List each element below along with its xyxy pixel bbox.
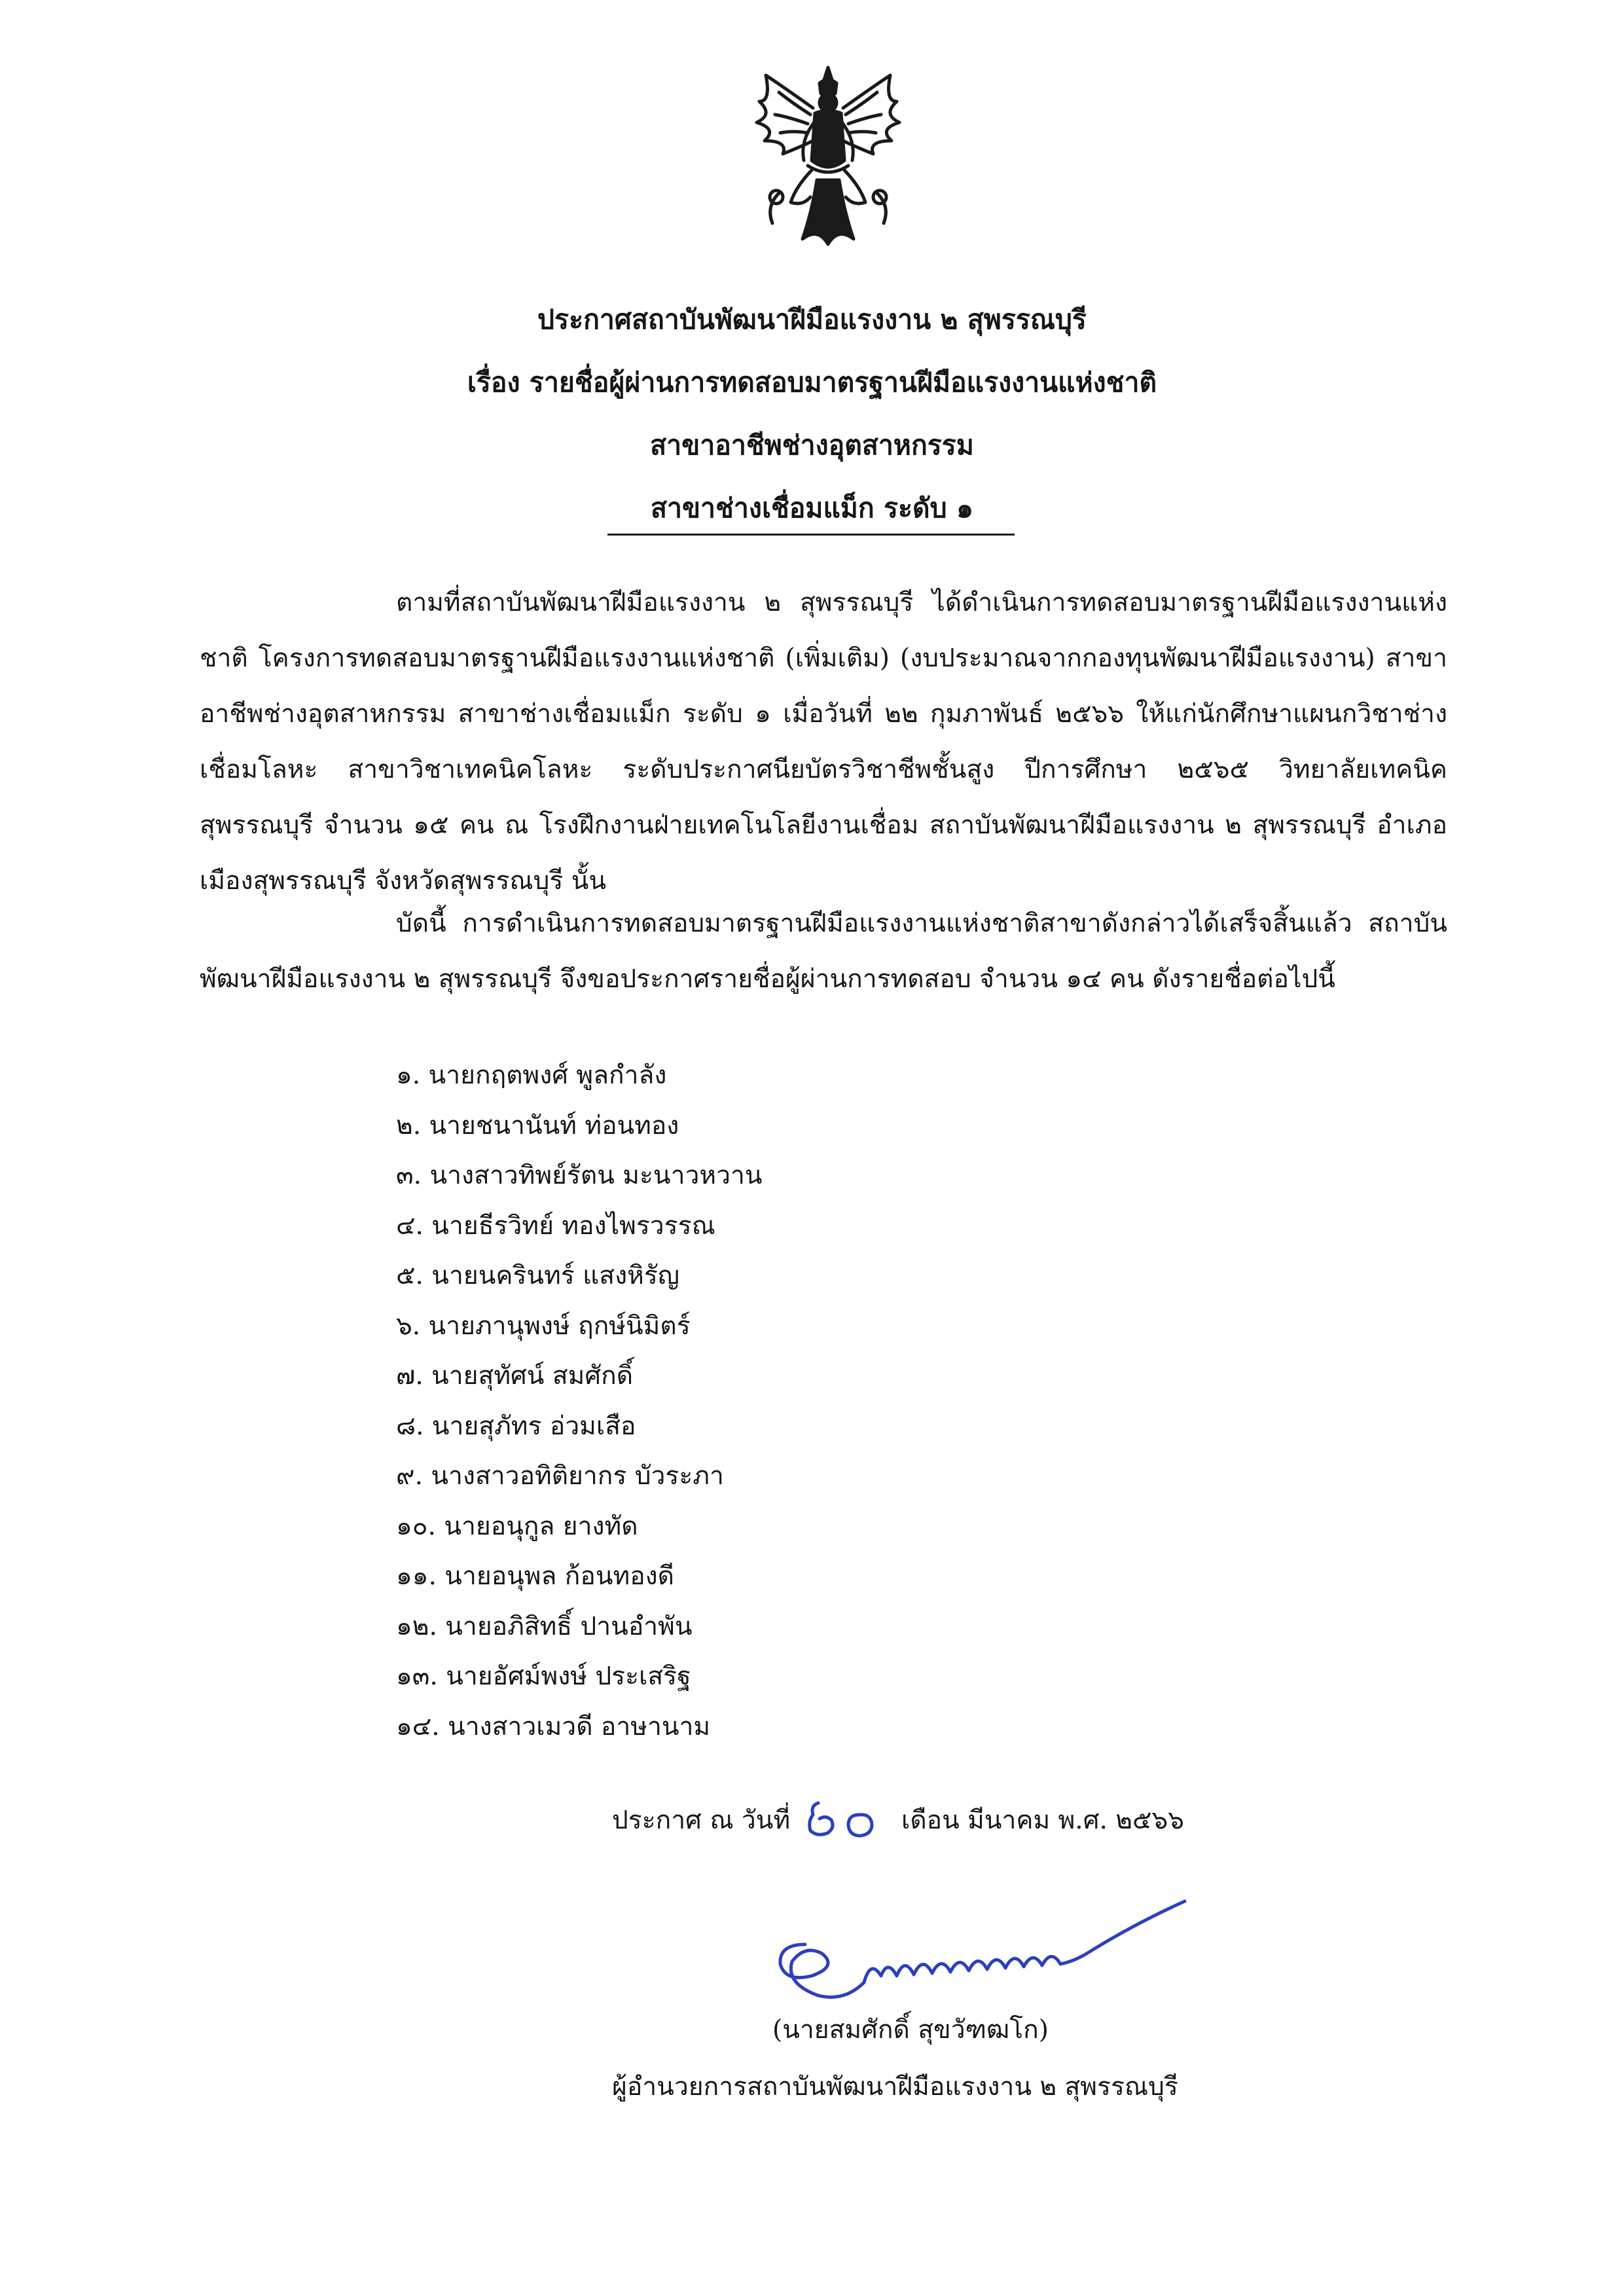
list-item: ๙. นางสาวอทิติยากร บัวระภา (396, 1461, 724, 1491)
list-item: ๔. นายธีรวิทย์ ทองไพรวรรณ (396, 1211, 715, 1241)
list-item: ๗. นายสุทัศน์ สมศักดิ์ (396, 1361, 634, 1391)
body-paragraph-background: ตามที่สถาบันพัฒนาฝีมือแรงงาน ๒ สุพรรณบุรี ได้ดำเนินการทดสอบมาตรฐานฝีมือแรงงานแห่งชาติ โครงการทดสอบมาตรฐานฝีมือแรงงานแห่งชาติ (เพิ่มเติม) (งบประมาณจากกองทุนพัฒนาฝีมือแรงงาน) สาขาอาชีพช่างอุตสาหกรรม สาขาช่างเชื่อมแม็ก ระดับ ๑ เมื่อวันที่ ๒๒ กุมภาพันธ์ ๒๕๖๖ ให้แก่นักศึกษาแผนกวิชาช่างเชื่อมโลหะ สาขาวิชาเทคนิคโลหะ ระดับประกาศนียบัตรวิชาชีพชั้นสูง ปีการศึกษา ๒๕๖๕ วิทยาลัยเทคนิคสุพรรณบุรี จำนวน ๑๕ คน ณ โรงฝึกงานฝ่ายเทคโนโลยีงานเชื่อม สถาบันพัฒนาฝีมือแรงงาน ๒ สุพรรณบุรี อำเภอเมืองสุพรรณบุรี จังหวัดสุพรรณบุรี นั้น (200, 588, 1447, 896)
announcement-title (196, 288, 1428, 539)
list-item: ๒. นายชนานันท์ ท่อนทอง (396, 1110, 679, 1140)
passer-list (396, 1051, 763, 1752)
list-item: ๑๒. นายอภิสิทธิ์ ปานอำพัน (396, 1611, 693, 1641)
date-prefix: ประกาศ ณ วันที่ (612, 1806, 791, 1835)
list-item: ๓. นางสาวทิพย์รัตน มะนาวหวาน (396, 1161, 763, 1190)
title-line-occupation: สาขาอาชีพช่างอุตสาหกรรม (650, 429, 974, 461)
list-item: ๘. นายสุภัทร อ่วมเสือ (396, 1411, 636, 1441)
date-suffix: เดือน มีนาคม พ.ศ. ๒๕๖๖ (901, 1806, 1184, 1835)
title-divider (607, 534, 1015, 536)
title-line-subject: เรื่อง รายชื่อผู้ผ่านการทดสอบมาตรฐานฝีมือแรงงานแห่งชาติ (467, 367, 1157, 398)
list-item: ๑๑. นายอนุพล ก้อนทองดี (396, 1561, 675, 1591)
signer-position: ผู้อำนวยการสถาบันพัฒนาฝีมือแรงงาน ๒ สุพรรณบุรี (612, 2072, 1178, 2102)
list-item: ๕. นายนครินทร์ แสงหิรัญ (396, 1261, 679, 1290)
list-item: ๑. นายกฤตพงศ์ พูลกำลัง (396, 1061, 667, 1090)
handwritten-day (799, 1795, 893, 1841)
list-item: ๑๔. นางสาวเมวดี อาษานาม (396, 1711, 711, 1741)
announcement-date (612, 1793, 1184, 1848)
garuda-emblem-icon (740, 62, 916, 249)
title-line-branch-level: สาขาช่างเชื่อมแม็ก ระดับ ๑ (650, 492, 973, 524)
body-paragraph-announcement: บัดนี้ การดำเนินการทดสอบมาตรฐานฝีมือแรงงานแห่งชาติสาขาดังกล่าวได้เสร็จสิ้นแล้ว สถาบันพัฒนาฝีมือแรงงาน ๒ สุพรรณบุรี จึงขอประกาศรายชื่อผู้ผ่านการทดสอบ จำนวน ๑๔ คน ดังรายชื่อต่อไปนี้ (200, 909, 1447, 994)
list-item: ๑๓. นายอัศม์พงษ์ ประเสริฐ (396, 1662, 691, 1691)
title-line-issuer: ประกาศสถาบันพัฒนาฝีมือแรงงาน ๒ สุพรรณบุรี (537, 304, 1087, 335)
signer-name: (นายสมศักดิ์ สุขวัฑฒโก) (772, 2015, 1049, 2045)
list-item: ๖. นายภานุพงษ์ ฤกษ์นิมิตร์ (396, 1311, 691, 1341)
list-item: ๑๐. นายอนุกูล ยางทัด (396, 1511, 638, 1541)
